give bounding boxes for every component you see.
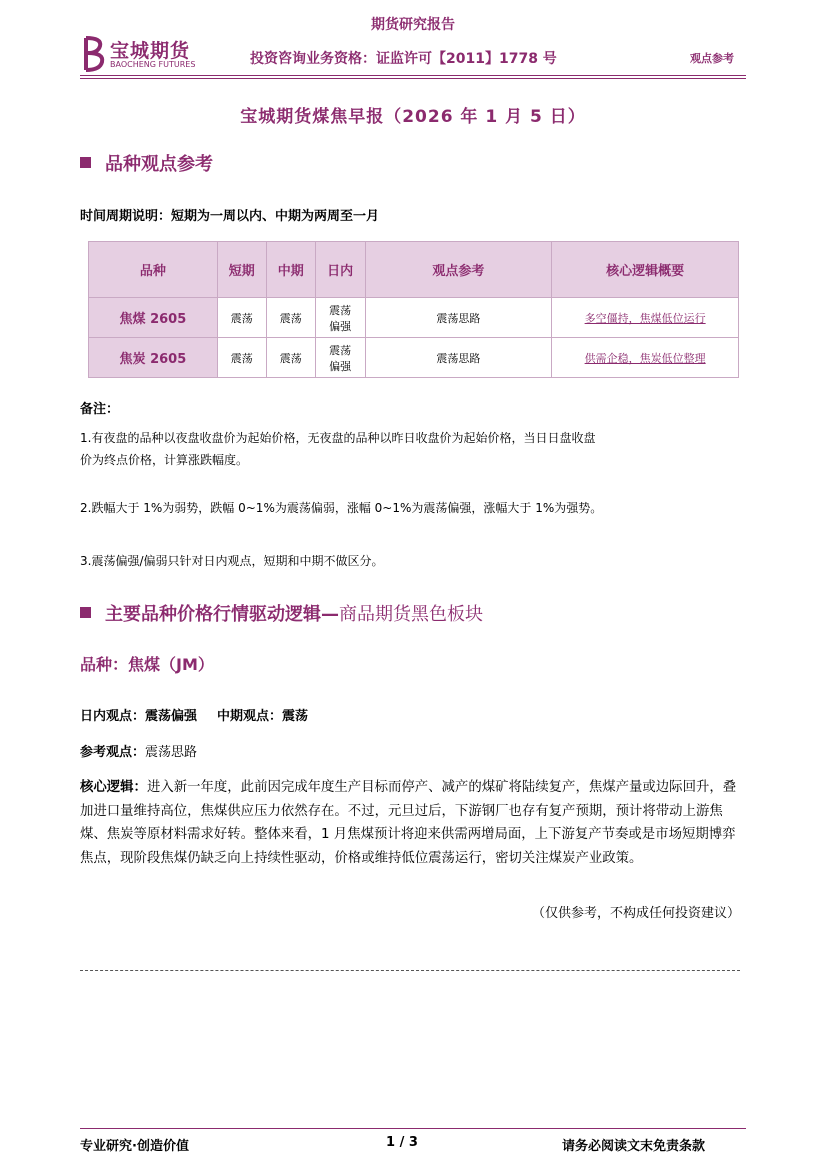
section-heading-1 xyxy=(80,150,213,176)
footer-slogan: 专业研究·创造价值 xyxy=(80,1139,189,1154)
period-note: 时间周期说明：短期为一周以内、中期为两周至一月 xyxy=(80,209,380,224)
variety-name: 焦煤 2605 xyxy=(89,298,218,338)
col-header-mid: 中期 xyxy=(266,242,315,298)
col-header-intraday: 日内 xyxy=(315,242,365,298)
core-logic-link[interactable]: 供需企稳，焦炭低位整理 xyxy=(552,338,739,378)
mid-view: 震荡 xyxy=(266,338,315,378)
qualification: 投资咨询业务资格：证监许可【2011】1778 号 xyxy=(250,51,557,67)
table-header-row xyxy=(89,242,739,298)
reference-view: 震荡思路 xyxy=(365,338,552,378)
page-number: 1 / 3 xyxy=(386,1135,418,1150)
col-header-variety: 品种 xyxy=(89,242,218,298)
table-row xyxy=(89,298,739,338)
section-heading-text: 品种观点参考 xyxy=(105,154,213,175)
logo-name: 宝城期货 xyxy=(110,40,191,62)
document-title: 宝城期货煤焦早报（2026 年 1 月 5 日） xyxy=(240,107,586,127)
report-category: 观点参考 xyxy=(690,52,734,65)
notes-title: 备注： xyxy=(80,402,120,417)
core-logic-paragraph: 核心逻辑：进入新一年度，此前因完成年度生产目标而停产、减产的煤矿将陆续复产，焦煤产量或边际回升，叠加进口量维持高位，焦煤供应压力依然存在。不过，元旦过后，下游钢厂也存有复产预期，预计将带动上游焦煤、焦炭等原材料需求好转。整体来看，1 月焦煤预计将迎来供需两增局面，上下游复产节奏或是市场短期博弈焦点，现阶段焦煤仍缺乏向上持续性驱动，价格或维持低位震荡运行，密切关注煤炭产业政策。 xyxy=(80,780,737,866)
view-table xyxy=(88,241,739,378)
short-view: 震荡 xyxy=(217,338,266,378)
intraday-view: 震荡 偏强 xyxy=(315,338,365,378)
header-divider-2 xyxy=(80,78,746,79)
square-bullet-icon xyxy=(80,157,91,168)
report-type: 期货研究报告 xyxy=(371,17,455,33)
disclaimer: （仅供参考，不构成任何投资建议） xyxy=(531,906,740,921)
col-header-view: 观点参考 xyxy=(365,242,552,298)
note-1: 1.有夜盘的品种以夜盘收盘价为起始价格，无夜盘的品种以昨日收盘价为起始价格，当日日盘收盘 价为终点价格，计算涨跌幅度。 xyxy=(80,431,596,467)
mid-view: 震荡 xyxy=(266,298,315,338)
dashed-divider xyxy=(80,970,740,971)
core-logic-link[interactable]: 多空僵持，焦煤低位运行 xyxy=(552,298,739,338)
intraday-view: 震荡 偏强 xyxy=(315,298,365,338)
reference-view-line: 参考观点：震荡思路 xyxy=(80,745,198,760)
variety-name: 焦炭 2605 xyxy=(89,338,218,378)
section-heading-2: 主要品种价格行情驱动逻辑—商品期货黑色板块 xyxy=(80,600,483,626)
logo-english: BAOCHENG FUTURES xyxy=(110,60,196,69)
header-divider xyxy=(80,75,746,76)
col-header-logic: 核心逻辑概要 xyxy=(552,242,739,298)
table-row xyxy=(89,338,739,378)
footer-disclaimer-note: 请务必阅读文末免责条款 xyxy=(562,1139,706,1154)
reference-view: 震荡思路 xyxy=(365,298,552,338)
col-header-short: 短期 xyxy=(217,242,266,298)
short-view: 震荡 xyxy=(217,298,266,338)
logo-mark-icon xyxy=(80,36,108,72)
intraday-mid-views: 日内观点：震荡偏强 中期观点：震荡 xyxy=(80,709,309,724)
note-2: 2.跌幅大于 1%为弱势，跌幅 0~1%为震荡偏弱，涨幅 0~1%为震荡偏强，涨幅大于 1%为强势。 xyxy=(80,501,603,515)
square-bullet-icon xyxy=(80,607,91,618)
footer-divider xyxy=(80,1128,746,1129)
variety-heading: 品种：焦煤（JM） xyxy=(80,655,214,674)
note-3: 3.震荡偏强/偏弱只针对日内观点，短期和中期不做区分。 xyxy=(80,554,384,568)
